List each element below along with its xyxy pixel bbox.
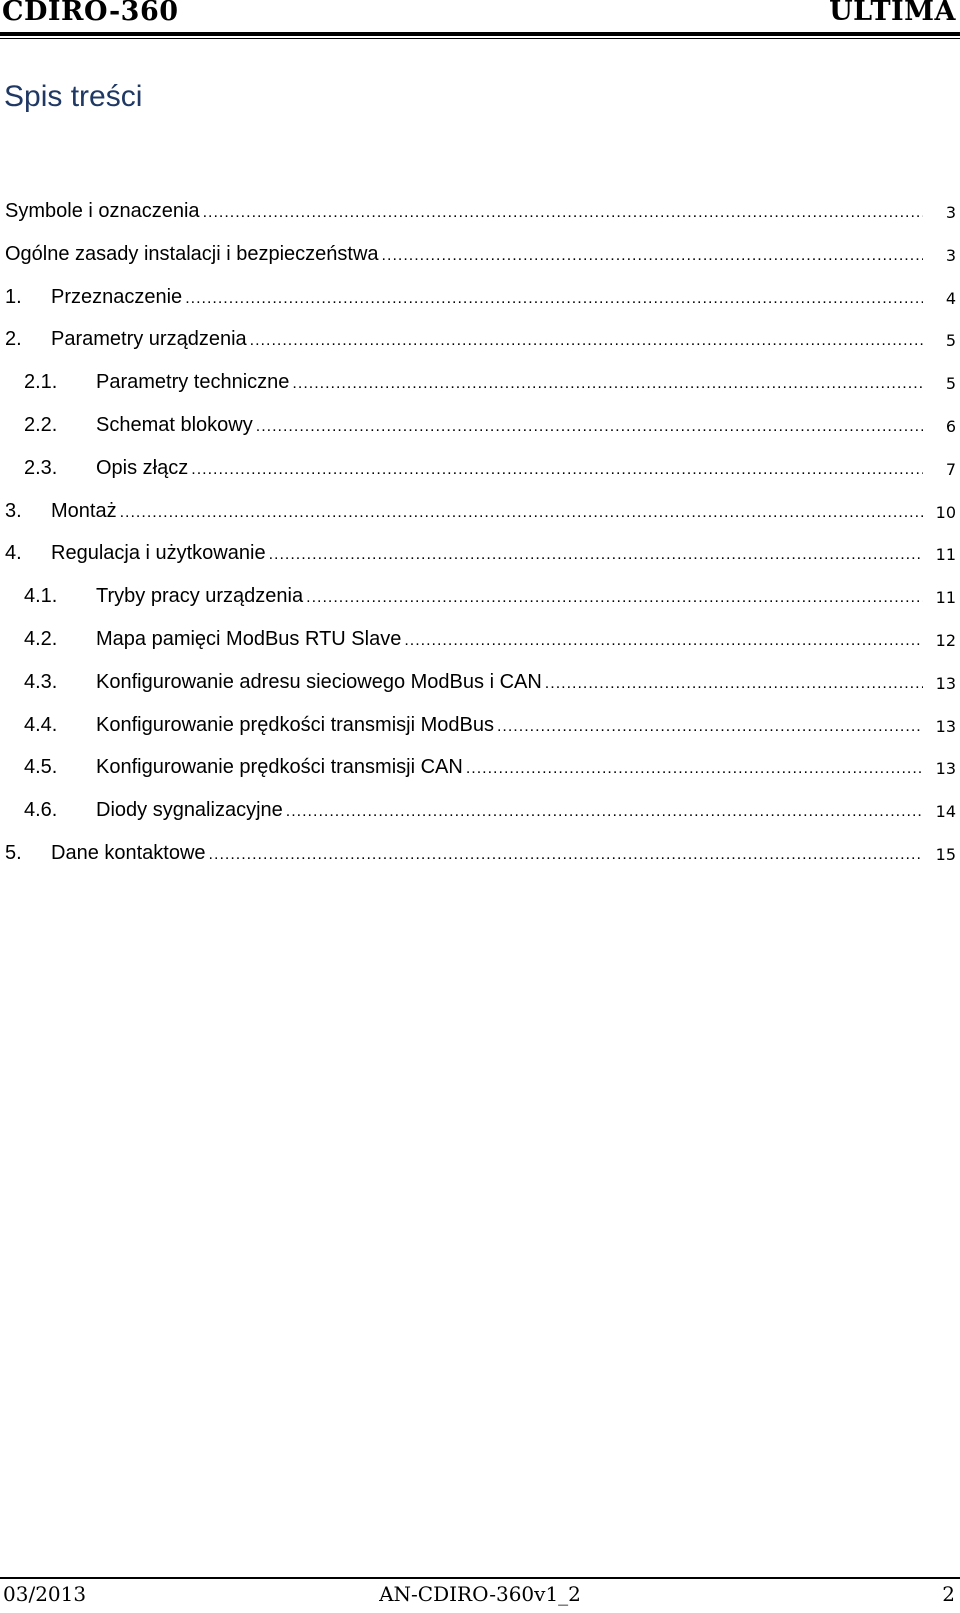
toc-entry-page: 14 [935, 802, 956, 822]
toc-dot-leader [191, 457, 923, 483]
toc-entry-label: Przeznaczenie [51, 285, 183, 308]
toc-entry-2[interactable] [0, 328, 960, 371]
toc-entry-4-4[interactable] [0, 714, 960, 757]
toc-entry-page: 11 [935, 545, 956, 565]
toc-entry-label: Mapa pamięci ModBus RTU Slave [96, 627, 402, 650]
toc-entry-label: Dane kontaktowe [51, 841, 206, 864]
header-rule-thick [0, 32, 960, 36]
toc-dot-leader [209, 842, 923, 868]
header-product-name: CDIRO-360 [2, 0, 179, 27]
toc-entry-page: 7 [945, 459, 956, 479]
toc-entry-number: 5. [5, 841, 22, 864]
toc-entry-number: 4.5. [24, 756, 58, 779]
toc-entry-5[interactable] [0, 842, 960, 885]
toc-entry-number: 4. [5, 542, 22, 565]
toc-entry-number: 4.2. [24, 627, 58, 650]
toc-entry-4-1[interactable] [0, 585, 960, 628]
toc-entry-1[interactable] [0, 286, 960, 329]
toc-entry-page: 3 [945, 245, 956, 265]
toc-entry-4-2[interactable] [0, 628, 960, 671]
toc-entry-number: 3. [5, 499, 22, 522]
toc-entry-page: 5 [945, 374, 956, 394]
toc-entry-3[interactable] [0, 500, 960, 543]
toc-entry-4-5[interactable] [0, 756, 960, 799]
toc-entry-label: Konfigurowanie prędkości transmisji CAN [96, 756, 463, 779]
toc-dot-leader [120, 500, 923, 526]
toc-entry-number: 4.4. [24, 713, 58, 736]
toc-entry-label: Konfigurowanie adresu sieciowego ModBus i CAN [96, 670, 542, 693]
toc-entry-2-2[interactable] [0, 414, 960, 457]
toc-entry-number: 2. [5, 328, 22, 351]
toc-entry-number: 1. [5, 285, 22, 308]
toc-entry-page: 12 [935, 630, 956, 650]
toc-dot-leader [466, 756, 923, 782]
toc-dot-leader [269, 542, 923, 568]
footer-page-number: 2 [942, 1582, 955, 1606]
toc-entry-2-1[interactable] [0, 371, 960, 414]
toc-entry-label: Parametry urządzenia [51, 328, 247, 351]
toc-entry-number: 2.1. [24, 371, 58, 394]
toc-entry-number: 4.1. [24, 585, 58, 608]
toc-entry-page: 15 [935, 844, 956, 864]
toc-dot-leader [203, 200, 923, 226]
toc-entry-number: 4.6. [24, 799, 58, 822]
toc-entry-4[interactable] [0, 542, 960, 585]
toc-dot-leader [545, 671, 923, 697]
toc-entry-label: Konfigurowanie prędkości transmisji ModBus [96, 713, 494, 736]
toc-dot-leader [382, 243, 923, 269]
toc-entry-label: Montaż [51, 499, 117, 522]
toc-entry-label: Opis złącz [96, 456, 189, 479]
toc-entry-number: 2.2. [24, 413, 58, 436]
toc-entry-page: 6 [945, 416, 956, 436]
toc-entry-page: 11 [935, 588, 956, 608]
toc-dot-leader [286, 799, 923, 825]
toc-entry-label: Tryby pracy urządzenia [96, 585, 304, 608]
toc-entry-label: Diody sygnalizacyjne [96, 799, 283, 822]
page-footer [0, 1582, 960, 1612]
header-rule-thin [0, 38, 960, 39]
toc-entry-label: Regulacja i użytkowanie [51, 542, 266, 565]
toc-entry-label: Symbole i oznaczenia [5, 200, 200, 222]
table-of-contents [0, 200, 960, 885]
toc-entry-page: 13 [935, 673, 956, 693]
toc-entry-page: 4 [945, 288, 956, 308]
footer-date: 03/2013 [3, 1582, 87, 1606]
toc-entry-4-6[interactable] [0, 799, 960, 842]
toc-entry-label: Parametry techniczne [96, 371, 290, 394]
footer-rule [0, 1577, 960, 1579]
toc-entry-page: 13 [935, 759, 956, 779]
toc-dot-leader [497, 714, 923, 740]
toc-entry-label: Schemat blokowy [96, 413, 253, 436]
toc-entry-4-3[interactable] [0, 671, 960, 714]
header-product-line: ULTIMA [829, 0, 956, 27]
toc-dot-leader [256, 414, 923, 440]
toc-entry-number: 2.3. [24, 456, 58, 479]
toc-dot-leader [292, 371, 923, 397]
toc-entry-page: 5 [945, 331, 956, 351]
toc-dot-leader [185, 286, 923, 312]
toc-entry-symbols[interactable] [0, 200, 960, 243]
toc-title: Spis treści [4, 80, 143, 113]
toc-entry-safety[interactable] [0, 243, 960, 286]
toc-entry-page: 3 [945, 203, 956, 222]
footer-document-code: AN-CDIRO-360v1_2 [379, 1582, 581, 1606]
toc-dot-leader [306, 585, 923, 611]
toc-dot-leader [250, 328, 923, 354]
page-header [0, 0, 960, 40]
toc-entry-label: Ogólne zasady instalacji i bezpieczeństwa [5, 242, 379, 265]
toc-entry-page: 10 [935, 502, 956, 522]
toc-dot-leader [404, 628, 923, 654]
toc-entry-page: 13 [935, 716, 956, 736]
toc-entry-number: 4.3. [24, 670, 58, 693]
toc-entry-2-3[interactable] [0, 457, 960, 500]
